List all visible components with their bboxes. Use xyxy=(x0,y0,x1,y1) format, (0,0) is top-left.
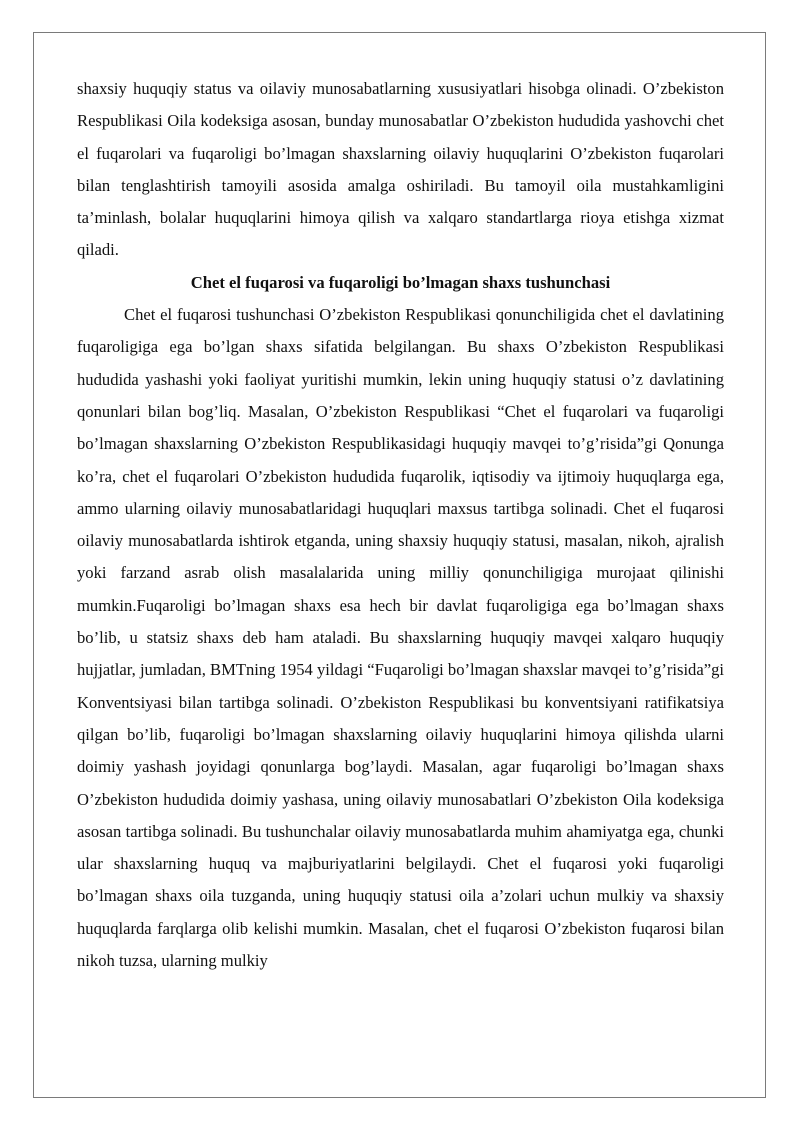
paragraph-continued: shaxsiy huquqiy status va oilaviy munosabatlarning xususiyatlari hisobga olinadi. O’zbekiston Respublikasi Oila kodeksiga asosan, bunday munosabatlar O’zbekiston hududida yashovchi chet el fuqarolari va fuqaroligi bo’lmagan shaxslarning oilaviy huquqlarini O’zbekiston fuqarolari bilan tenglashtirish tamoyili asosida amalga oshiriladi. Bu tamoyil oila mustahkamligini ta’minlash, bolalar huquqlarini himoya qilish va xalqaro standartlarga rioya etishga xizmat qiladi. xyxy=(77,79,724,260)
paragraph-main: Chet el fuqarosi tushunchasi O’zbekiston Respublikasi qonunchiligida chet el davlatining fuqaroligiga ega bo’lgan shaxs sifatida belgilangan. Bu shaxs O’zbekiston Respublikasi hududida yashashi yoki faoliyat yuritishi mumkin, lekin uning huquqiy statusi o’z davlatining qonunlari bilan bog’liq. Masalan, O’zbekiston Respublikasi “Chet el fuqarolari va fuqaroligi bo’lmagan shaxslarning O’zbekiston Respublikasidagi huquqiy mavqei to’g’risida”gi Qonunga ko’ra, chet el fuqarolari O’zbekiston hududida fuqarolik, iqtisodiy va ijtimoiy huquqlarga ega, ammo ularning oilaviy munosabatlaridagi huquqlari maxsus tartibga solinadi. Chet el fuqarosi oilaviy munosabatlarda ishtirok etganda, uning shaxsiy huquqiy statusi, masalan, nikoh, ajralish yoki farzand asrab olish masalalarida uning milliy qonunchiligiga murojaat qilinishi mumkin.Fuqaroligi bo’lmagan shaxs esa hech bir davlat fuqaroligiga ega bo’lmagan shaxs bo’lib, u statsiz shaxs deb ham ataladi. Bu shaxslarning huquqiy mavqei xalqaro huquqiy hujjatlar, jumladan, BMTning 1954 yildagi “Fuqaroligi bo’lmagan shaxslar mavqei to’g’risida”gi Konventsiyasi bilan tartibga solinadi. O’zbekiston Respublikasi bu konventsiyani ratifikatsiya qilgan bo’lib, fuqaroligi bo’lmagan shaxslarning oilaviy huquqlarini himoya qilishda ularni doimiy yashash joyidagi qonunlarga bog’laydi. Masalan, agar fuqaroligi bo’lmagan shaxs O’zbekiston hududida doimiy yashasa, uning oilaviy munosabatlari O’zbekiston Oila kodeksiga asosan tartibga solinadi. Bu tushunchalar oilaviy munosabatlarda muhim ahamiyatga ega, chunki ular shaxslarning huquq va majburiyatlarini belgilaydi. Chet el fuqarosi yoki fuqaroligi bo’lmagan shaxs oila tuzganda, uning huquqiy statusi oila a’zolari uchun mulkiy va shaxsiy huquqlarda farqlarga olib kelishi mumkin. Masalan, chet el fuqarosi O’zbekiston fuqarosi bilan nikoh tuzsa, ularning mulkiy xyxy=(77,305,724,971)
document-body xyxy=(77,73,724,977)
section-heading: Chet el fuqarosi va fuqaroligi bo’lmagan shaxs tushunchasi xyxy=(190,272,611,292)
